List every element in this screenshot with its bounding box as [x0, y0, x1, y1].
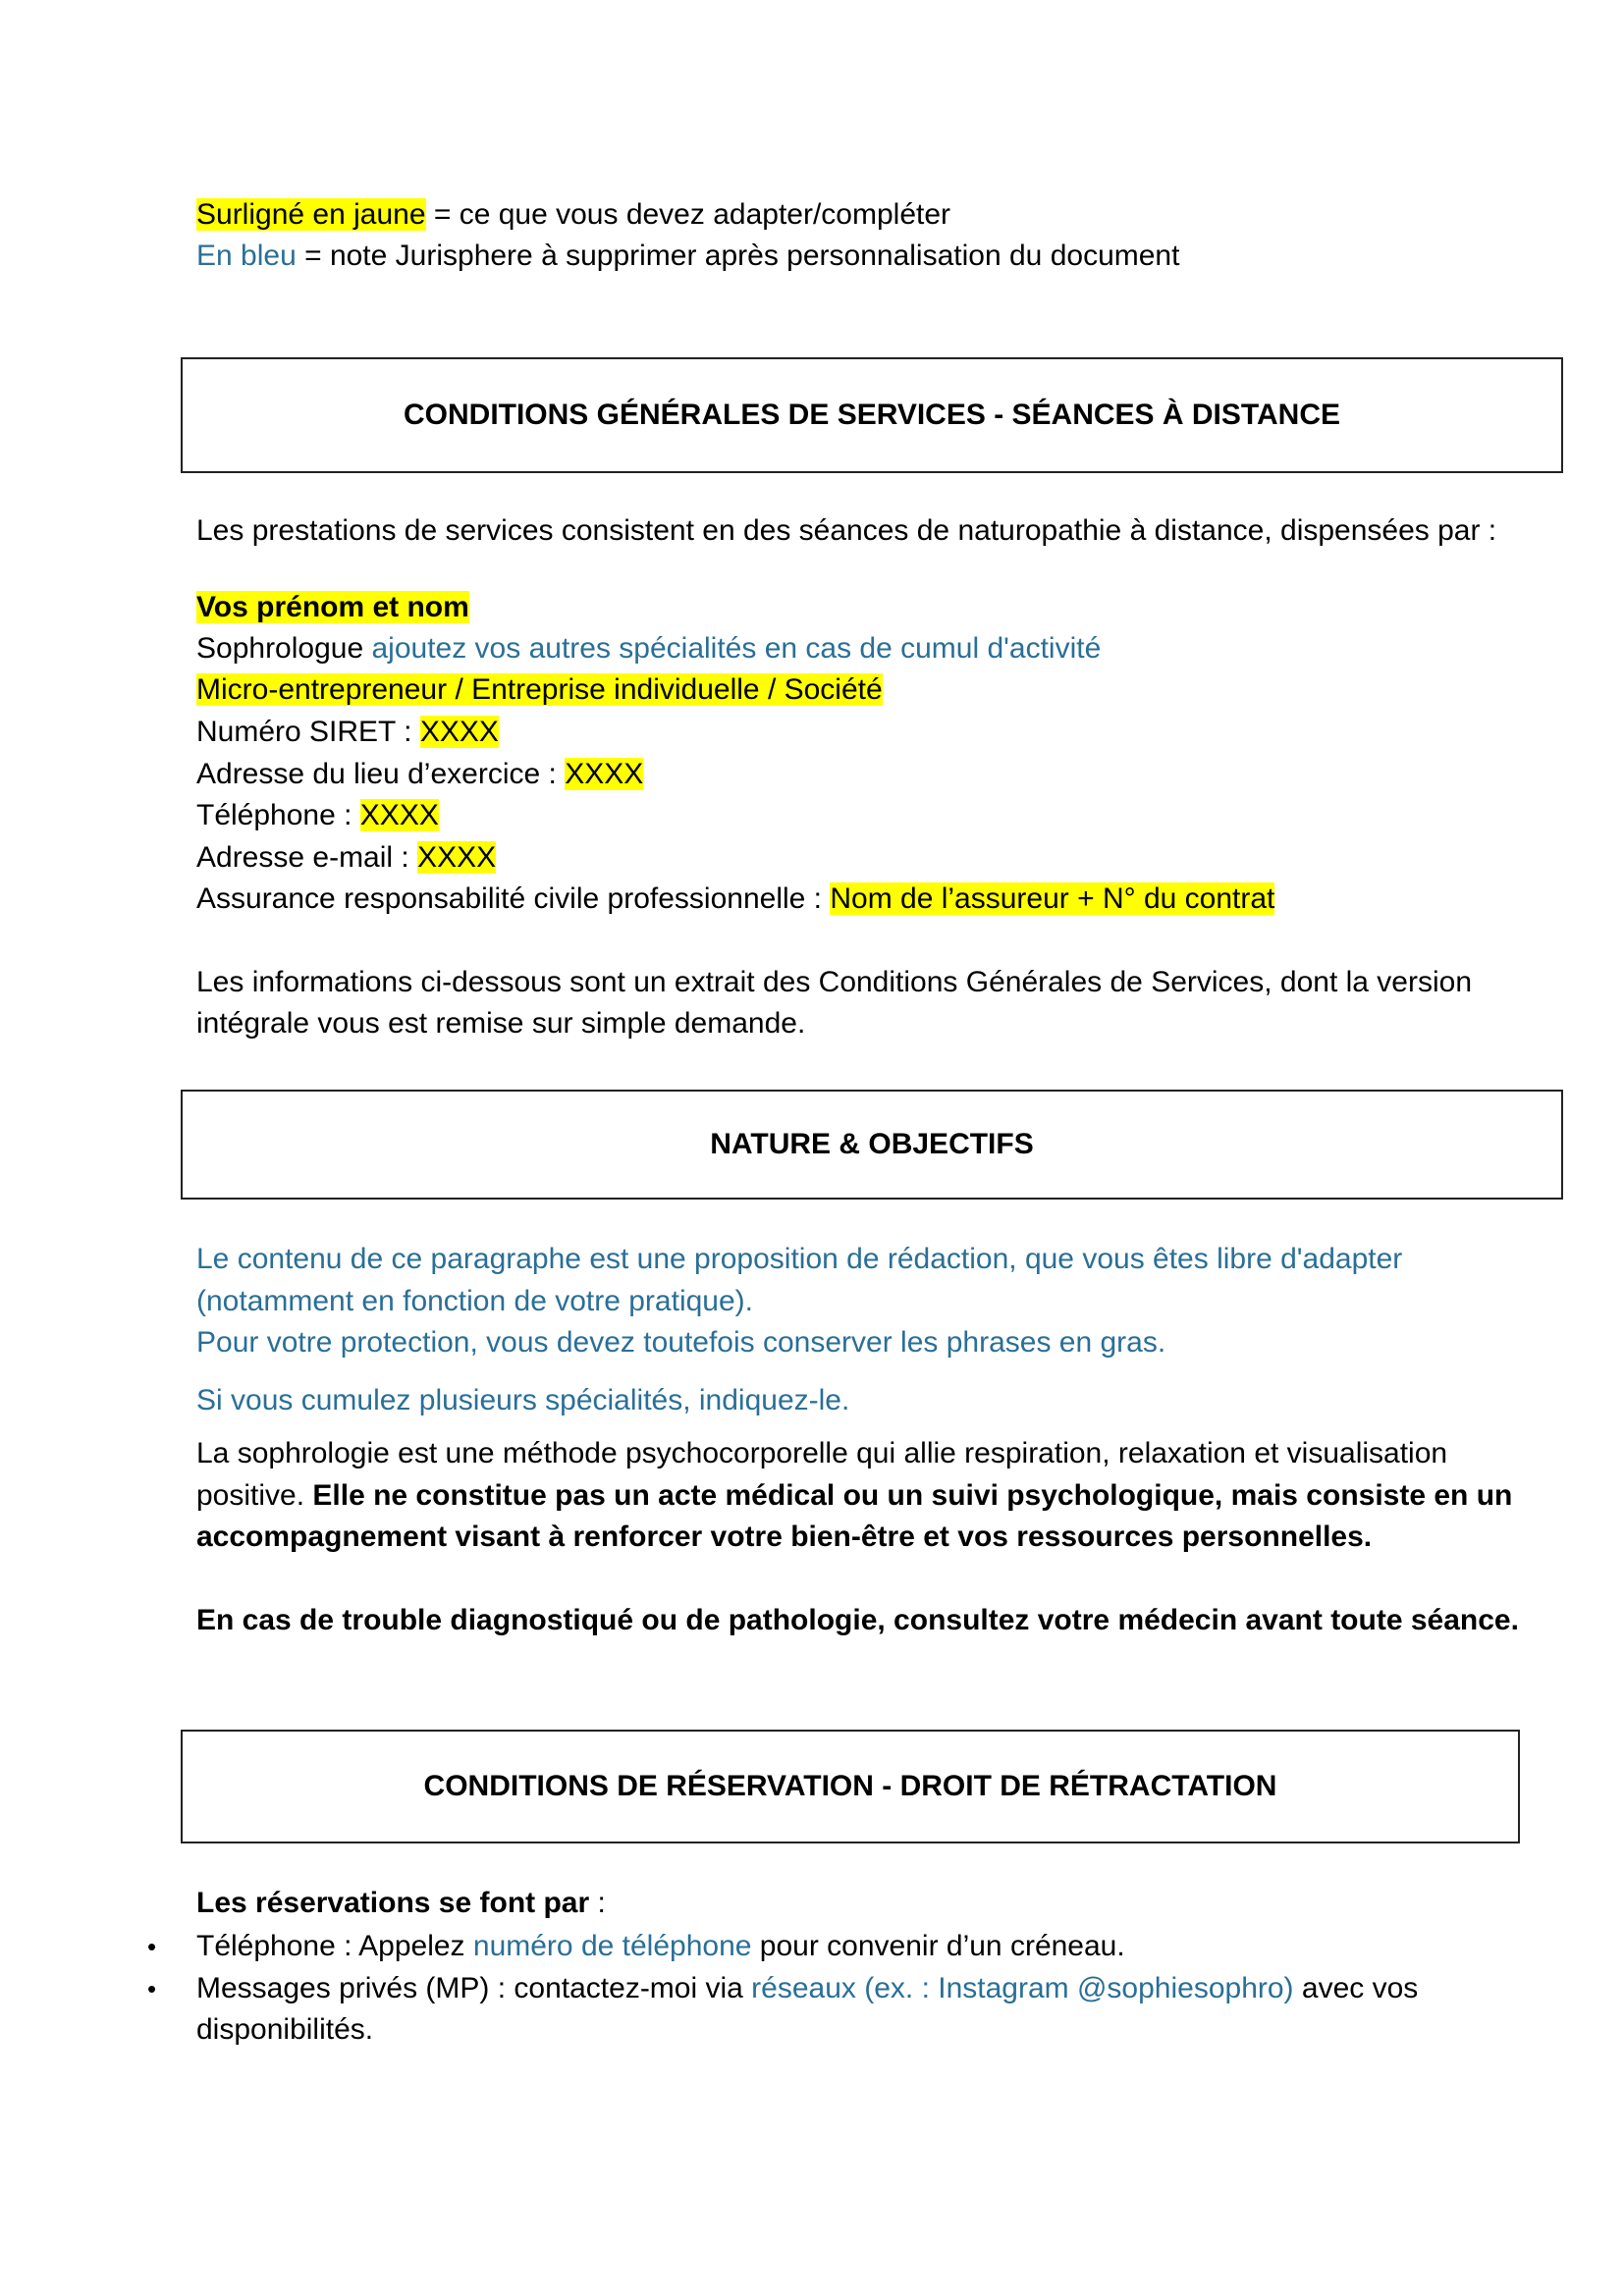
reservation-item-mp	[196, 1968, 1418, 2009]
nature-body-2	[196, 1475, 1512, 1517]
insurance-label: Assurance responsabilité civile professionnelle :	[196, 882, 831, 915]
provider-status-value: Micro-entrepreneur / Entreprise individuelle / Société	[196, 673, 883, 706]
reservation-lead-colon: :	[589, 1887, 606, 1919]
nature-body-1: La sophrologie est une méthode psychocorporelle qui allie respiration, relaxation et visualisation	[196, 1437, 1448, 1469]
nature-warning: En cas de trouble diagnostiqué ou de pathologie, consultez votre médecin avant toute séance.	[196, 1604, 1519, 1636]
extract-text-2: intégrale vous est remise sur simple demande.	[196, 1007, 806, 1040]
reservation-lead-bold: Les réservations se font par	[196, 1887, 590, 1919]
legend-blue	[196, 236, 1179, 277]
siret-value: XXXX	[419, 716, 499, 748]
provider-email	[196, 837, 496, 879]
provider-name-value: Vos prénom et nom	[196, 591, 469, 623]
nature-body-2-bold: Elle ne constitue pas un acte médical ou un suivi psychologique, mais consiste en un	[312, 1479, 1513, 1512]
legend-yellow-term: Surligné en jaune	[196, 198, 426, 231]
nature-note-1: Le contenu de ce paragraphe est une proposition de rédaction, que vous êtes libre d'adapter	[196, 1243, 1403, 1275]
intro-text: Les prestations de services consistent en des séances de naturopathie à distance, dispensées par :	[196, 514, 1497, 547]
nature-body-2-start: positive.	[196, 1479, 313, 1512]
provider-phone	[196, 795, 439, 836]
phone-label: Téléphone :	[196, 799, 360, 831]
nature-body-3: accompagnement visant à renforcer votre bien-être et vos ressources personnelles.	[196, 1521, 1373, 1553]
section-title-box-nature	[181, 1090, 1563, 1200]
section-title-reservation: CONDITIONS DE RÉSERVATION - DROIT DE RÉTRACTATION	[423, 1770, 1277, 1802]
item-phone-text-c: pour convenir d’un créneau.	[751, 1930, 1125, 1962]
bullet-1: •	[147, 1932, 157, 1961]
section-title-box-reservation	[181, 1730, 1520, 1843]
legend-blue-term: En bleu	[196, 240, 297, 272]
reservation-lead	[196, 1883, 606, 1924]
bullet-2: •	[147, 1974, 157, 2003]
address-label: Adresse du lieu d’exercice :	[196, 758, 566, 790]
section-title-box-cgs	[181, 357, 1563, 473]
email-value: XXXX	[417, 841, 497, 874]
section-title-nature: NATURE & OBJECTIFS	[710, 1128, 1034, 1160]
item-mp-text-a: Messages privés (MP) : contactez-moi via	[196, 1972, 752, 2004]
nature-note-3: Pour votre protection, vous devez toutefois conserver les phrases en gras.	[196, 1326, 1166, 1359]
reservation-item-phone	[196, 1926, 1125, 1967]
address-value: XXXX	[565, 758, 644, 790]
reservation-item-mp-cont: disponibilités.	[196, 2013, 374, 2046]
provider-siret	[196, 712, 499, 753]
section-title-cgs: CONDITIONS GÉNÉRALES DE SERVICES - SÉANCES À DISTANCE	[403, 399, 1341, 431]
item-mp-text-c: avec vos	[1293, 1972, 1419, 2004]
provider-status	[196, 669, 883, 711]
nature-note-4: Si vous cumulez plusieurs spécialités, indiquez-le.	[196, 1384, 850, 1416]
legend-yellow	[196, 194, 950, 236]
item-mp-note: réseaux (ex. : Instagram @sophiesophro)	[751, 1972, 1294, 2004]
email-label: Adresse e-mail :	[196, 841, 418, 874]
item-phone-note: numéro de téléphone	[472, 1930, 752, 1962]
provider-job-note: ajoutez vos autres spécialités en cas de cumul d'activité	[371, 632, 1102, 665]
provider-job-label: Sophrologue	[196, 632, 372, 665]
insurance-value: Nom de l’assureur + N° du contrat	[830, 882, 1275, 915]
nature-note-2: (notamment en fonction de votre pratique).	[196, 1285, 753, 1317]
provider-address	[196, 754, 643, 795]
provider-insurance	[196, 879, 1274, 920]
provider-job	[196, 628, 1101, 669]
legend-yellow-text: = ce que vous devez adapter/compléter	[425, 198, 951, 231]
siret-label: Numéro SIRET :	[196, 716, 420, 748]
provider-name	[196, 587, 469, 628]
legend-blue-text: = note Jurisphere à supprimer après personnalisation du document	[296, 240, 1180, 272]
item-phone-text-a: Téléphone : Appelez	[196, 1930, 473, 1962]
extract-text-1: Les informations ci-dessous sont un extrait des Conditions Générales de Services, dont la version	[196, 966, 1473, 998]
phone-value: XXXX	[359, 799, 439, 831]
